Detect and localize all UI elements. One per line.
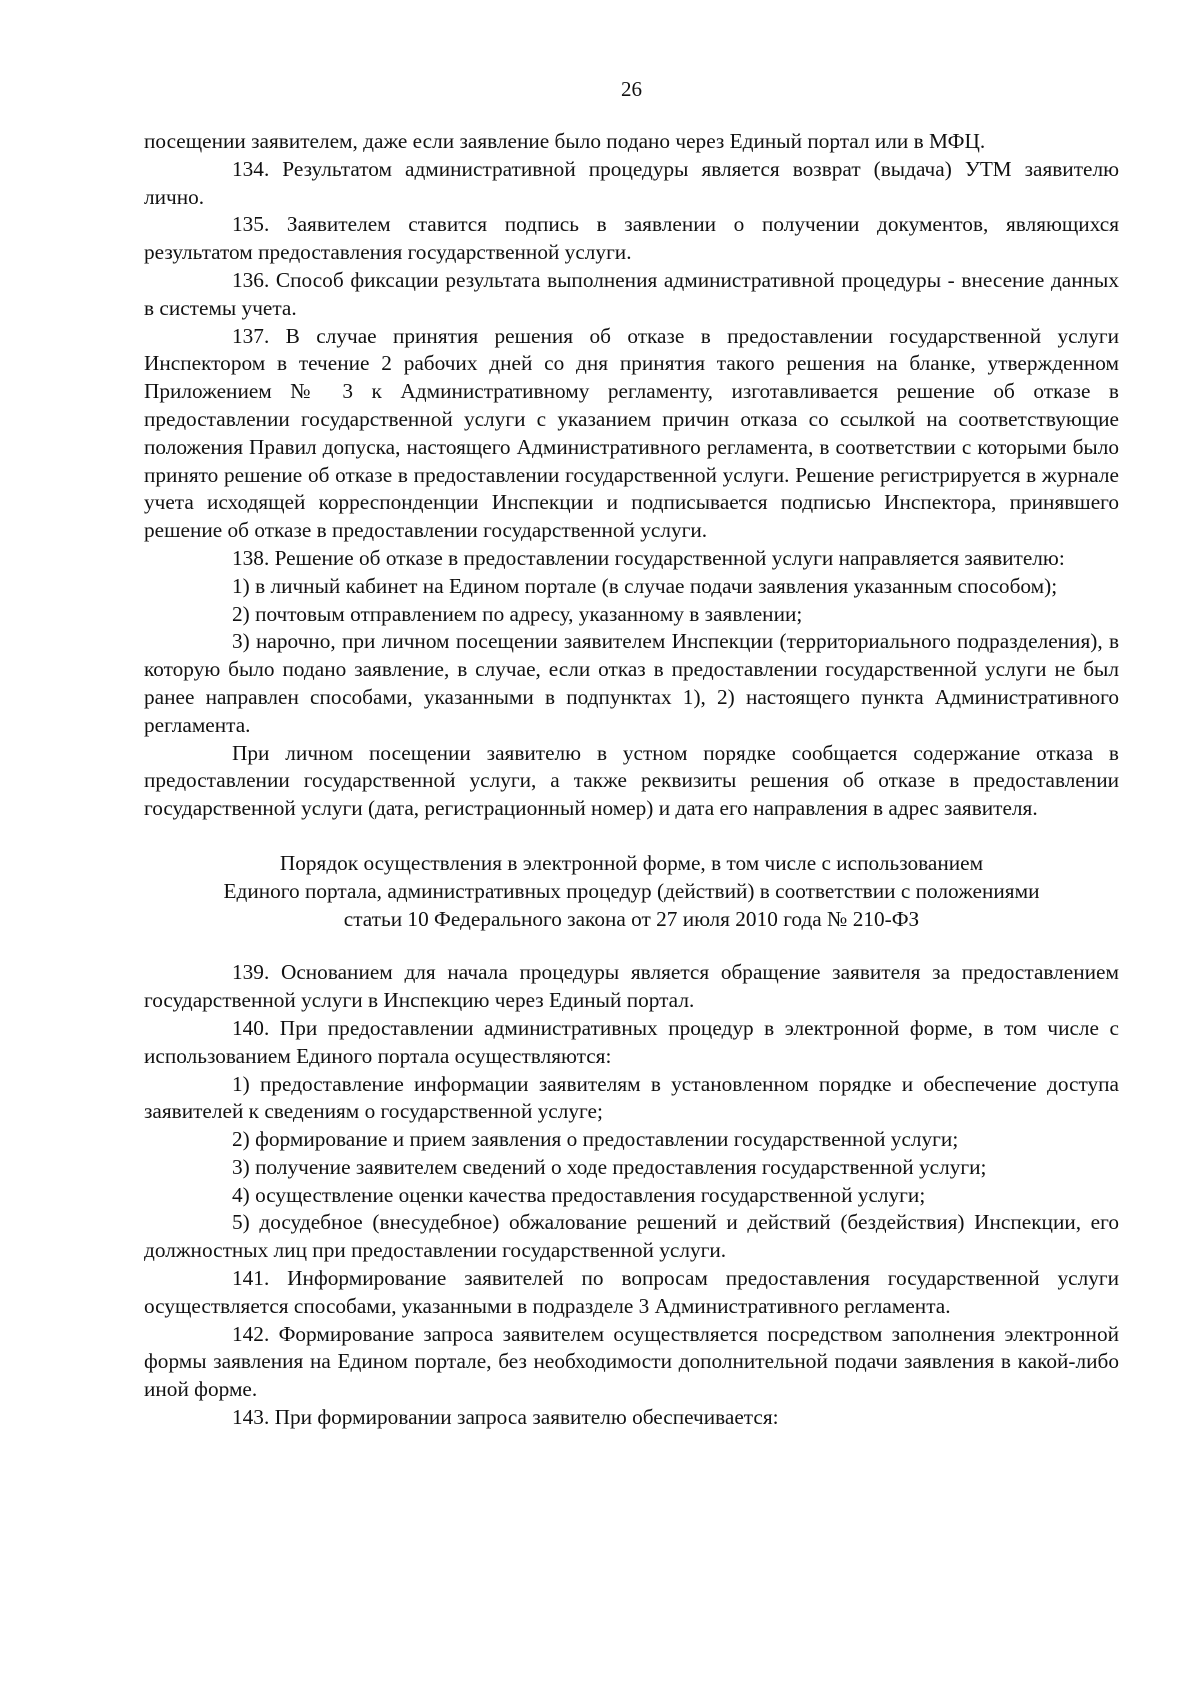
paragraph-143: 143. При формировании запроса заявителю обеспечивается: <box>232 1405 779 1430</box>
paragraph-138: 138. Решение об отказе в предоставлении государственной услуги направляется заявителю: <box>232 545 1065 570</box>
section-heading-line-1: Порядок осуществления в электронной форме, в том числе с использованием <box>279 850 984 875</box>
paragraph-138-item-3: 3) нарочно, при личном посещении заявителем Инспекции (территориального подразделения), в которую было подано заявление, в случае, если отказ в предоставлении государственной услуги не был ранее направлен способами, указанными в подпунктах 1), 2) настоящего пункта Административного регламента. <box>144 629 1119 737</box>
paragraph-140-item-1: 1) предоставление информации заявителям в установленном порядке и обеспечение доступа заявителей к сведениям о государственной услуге; <box>144 1071 1119 1124</box>
paragraph-134: 134. Результатом административной процедуры является возврат (выдача) УТМ заявителю лично. <box>144 156 1119 209</box>
paragraph-140-item-3: 3) получение заявителем сведений о ходе предоставления государственной услуги; <box>232 1154 987 1179</box>
paragraph-138-note: При личном посещении заявителю в устном порядке сообщается содержание отказа в предоставлении государственной услуги, а также реквизиты решения об отказе в предоставлении государственной услуги (дата, регистрационный номер) и дата его направления в адрес заявителя. <box>144 740 1119 821</box>
paragraph-140-item-2: 2) формирование и прием заявления о предоставлении государственной услуги; <box>232 1127 959 1152</box>
section-heading <box>144 850 1119 933</box>
paragraph-138-item-1: 1) в личный кабинет на Едином портале (в случае подачи заявления указанным способом); <box>232 573 1058 598</box>
paragraph-139: 139. Основанием для начала процедуры является обращение заявителя за предоставлением государственной услуги в Инспекцию через Единый портал. <box>144 960 1119 1013</box>
spacer <box>144 933 1119 959</box>
paragraph-142: 142. Формирование запроса заявителем осуществляется посредством заполнения электронной формы заявления на Едином портале, без необходимости дополнительной подачи заявления в какой-либо иной форме. <box>144 1321 1119 1402</box>
paragraph-140-item-5: 5) досудебное (внесудебное) обжалование решений и действий (бездействия) Инспекции, его должностных лиц при предоставлении государственной услуги. <box>144 1210 1119 1263</box>
paragraph-140: 140. При предоставлении административных процедур в электронной форме, в том числе с использованием Единого портала осуществляются: <box>144 1015 1119 1068</box>
paragraph-140-item-4: 4) осуществление оценки качества предоставления государственной услуги; <box>232 1182 926 1207</box>
paragraph-136: 136. Способ фиксации результата выполнения административной процедуры - внесение данных в системы учета. <box>144 267 1119 320</box>
paragraph-135: 135. Заявителем ставится подпись в заявлении о получении документов, являющихся результатом предоставления государственной услуги. <box>144 212 1119 265</box>
page-number: 26 <box>621 77 642 101</box>
paragraph-138-item-2: 2) почтовым отправлением по адресу, указанному в заявлении; <box>232 601 803 626</box>
paragraph-141: 141. Информирование заявителей по вопросам предоставления государственной услуги осуществляется способами, указанными в подразделе 3 Административного регламента. <box>144 1266 1119 1318</box>
section-heading-line-2: Единого портала, административных процедур (действий) в соответствии с положениями <box>223 878 1040 903</box>
section-heading-line-3: статьи 10 Федерального закона от 27 июля 2010 года № 210-ФЗ <box>343 906 920 931</box>
paragraph-137: 137. В случае принятия решения об отказе в предоставлении государственной услуги Инспектором в течение 2 рабочих дней со дня принятия такого решения на бланке, утвержденном Приложением № 3 к Административному регламенту, изготавливается решение об отказе в предоставлении государственной услуги с указанием причин отказа со ссылкой на соответствующие положения Правил допуска, настоящего Административного регламента, в соответствии с которыми было принято решение об отказе в предоставлении государственной услуги. Решение регистрируется в журнале учета исходящей корреспонденции Инспекции и подписывается подписью Инспектора, принявшего решение об отказе в предоставлении государственной услуги. <box>144 323 1119 543</box>
spacer <box>144 823 1119 850</box>
document-body <box>144 128 1119 1432</box>
paragraph-continuation: посещении заявителем, даже если заявление было подано через Единый портал или в МФЦ. <box>144 129 986 153</box>
